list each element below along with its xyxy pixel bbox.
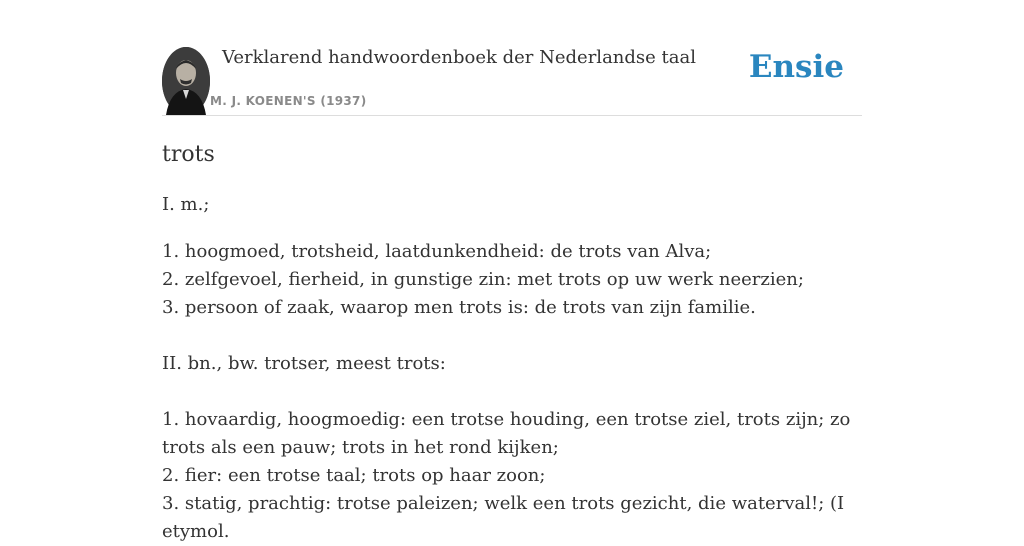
definition [162,191,862,546]
definition-line: 2. zelfgevoel, fierheid, in gunstige zin: met trots op uw werk neerzien; [162,269,804,290]
definition-line: 2. fier: een trotse taal; trots op haar zoon; [162,465,546,486]
definition-line: 1. hoogmoed, trotsheid, laatdunkendheid: de trots van Alva; [162,241,712,262]
author-portrait-icon [162,47,210,115]
definition-line: II. bn., bw. trotser, meest trots: [162,353,446,374]
author-portrait [162,47,210,115]
definition-line: I. m.; [162,194,210,215]
entry-content [162,140,862,546]
book-subtitle: M. J. KOENEN'S (1937) [210,94,367,108]
definition-line: 3. statig, prachtig: trotse paleizen; welk een trots gezicht, die waterval!; (I etymol. [162,493,845,542]
headword: trots [162,142,215,167]
definition-line: 1. hovaardig, hoogmoedig: een trotse houding, een trotse ziel, trots zijn; zo trots als een pauw; trots in het rond kijken; [162,409,851,458]
definition-line: 3. persoon of zaak, waarop men trots is: de trots van zijn familie. [162,297,756,318]
site-header [162,44,862,116]
book-title: Verklarend handwoordenboek der Nederlandse taal [222,47,696,68]
brand-logo-link[interactable]: Ensie [748,49,844,85]
